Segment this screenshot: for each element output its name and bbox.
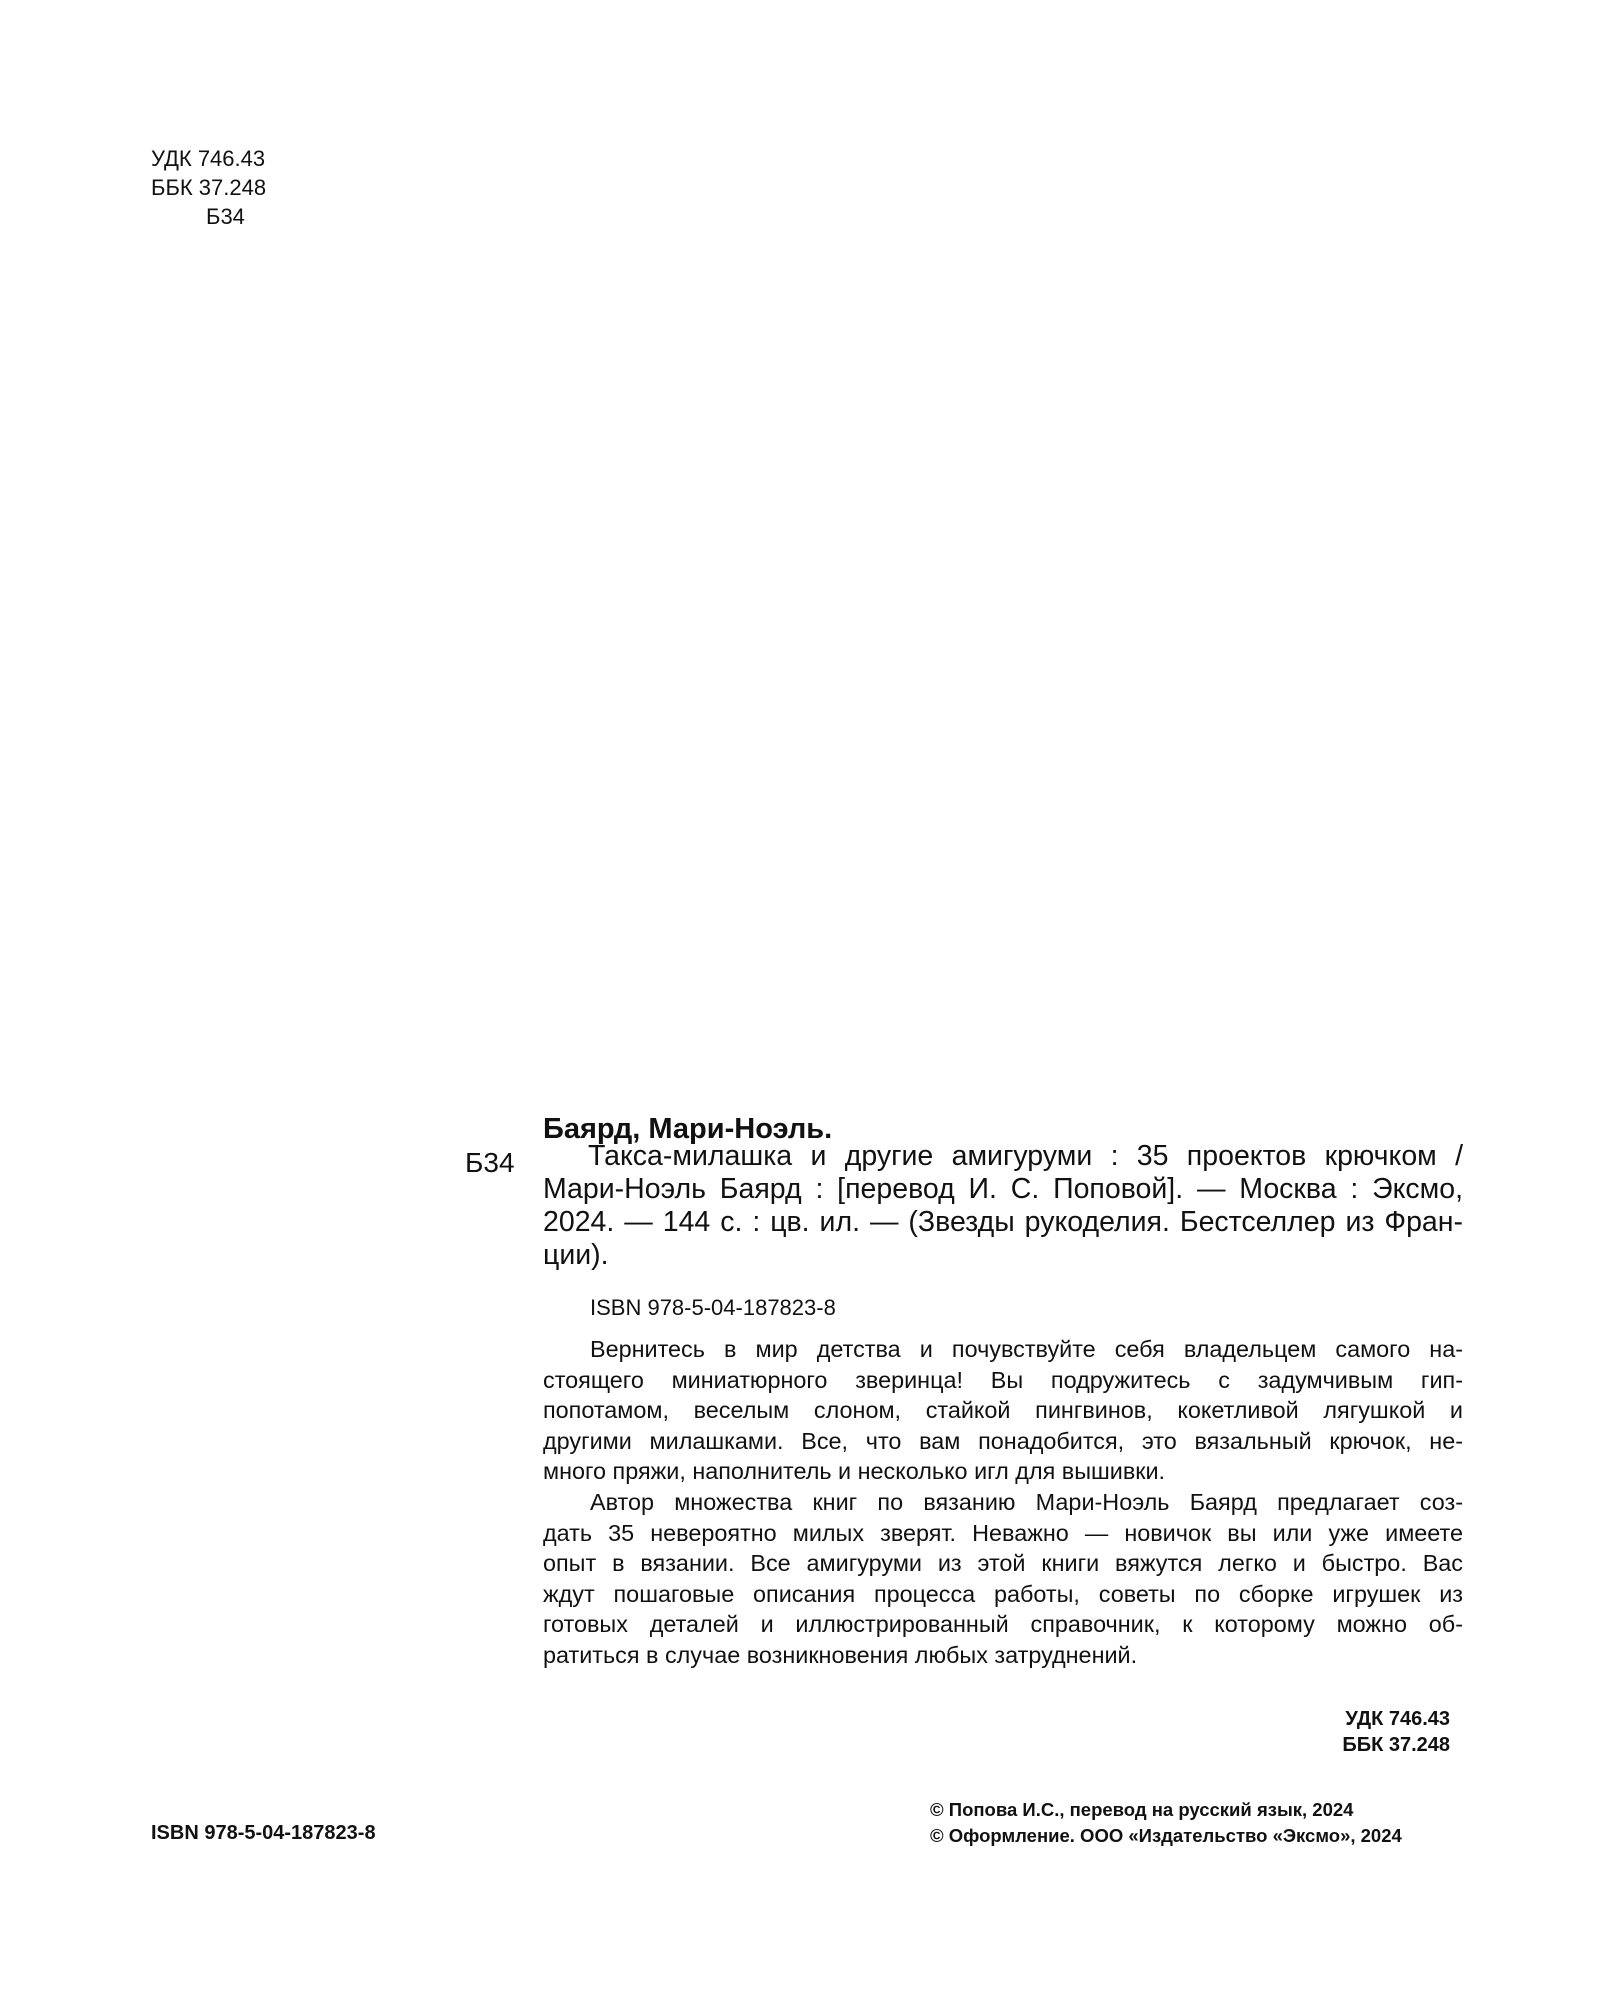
copyright-design: © Оформление. ООО «Издательство «Эксмо», 2024 bbox=[930, 1825, 1402, 1846]
record-line: Мари-Ноэль Баярд : [перевод И. С. Поповой]. — Москва : Эксмо, bbox=[543, 1173, 1463, 1205]
annotation-line: другими милашками. Все, что вам понадобится, это вязальный крючок, не- bbox=[543, 1427, 1463, 1454]
annotation-line: попотамом, веселым слоном, стайкой пингвинов, кокетливой лягушкой и bbox=[543, 1397, 1463, 1424]
record-description bbox=[543, 1140, 1463, 1272]
bottom-bbk-code: ББК 37.248 bbox=[1342, 1734, 1450, 1756]
annotation-line: Автор множества книг по вязанию Мари-Ноэль Баярд предлагает соз- bbox=[590, 1488, 1463, 1515]
annotation-line: готовых деталей и иллюстрированный справочник, к которому можно об- bbox=[543, 1611, 1463, 1638]
top-udk-code: УДК 746.43 bbox=[151, 146, 266, 171]
record-author: Баярд, Мари-Ноэль. bbox=[543, 1113, 833, 1145]
annotation-line: Вернитесь в мир детства и почувствуйте себя владельцем самого на- bbox=[590, 1336, 1463, 1362]
record-line: 2024. — 144 с. : цв. ил. — (Звезды рукоделия. Бестселлер из Фран- bbox=[543, 1206, 1463, 1238]
top-author-code: Б34 bbox=[206, 204, 245, 229]
annotation bbox=[543, 1334, 1463, 1671]
record-isbn: ISBN 978-5-04-187823-8 bbox=[590, 1295, 836, 1320]
record-line: ции). bbox=[543, 1239, 609, 1271]
bottom-udk-code: УДК 746.43 bbox=[1345, 1708, 1450, 1730]
annotation-line: много пряжи, наполнитель и несколько игл для вышивки. bbox=[543, 1458, 1166, 1485]
top-bbk-code: ББК 37.248 bbox=[151, 175, 267, 200]
annotation-line: ждут пошаговые описания процесса работы, советы по сборке игрушек из bbox=[543, 1580, 1463, 1607]
annotation-line: опыт в вязании. Все амигуруми из этой книги вяжутся легко и быстро. Вас bbox=[543, 1550, 1463, 1577]
record-line: Такса-милашка и другие амигуруми : 35 проектов крючком / bbox=[588, 1140, 1463, 1172]
copyright-translation: © Попова И.С., перевод на русский язык, 2024 bbox=[930, 1799, 1354, 1820]
footer-isbn: ISBN 978-5-04-187823-8 bbox=[151, 1822, 376, 1844]
annotation-line: ратиться в случае возникновения любых затруднений. bbox=[543, 1641, 1138, 1668]
annotation-line: дать 35 невероятно милых зверят. Неважно — новичок вы или уже имеете bbox=[543, 1519, 1463, 1546]
record-author-code: Б34 bbox=[465, 1147, 515, 1178]
annotation-line: стоящего миниатюрного зверинца! Вы подружитесь с задумчивым гип- bbox=[543, 1366, 1463, 1393]
